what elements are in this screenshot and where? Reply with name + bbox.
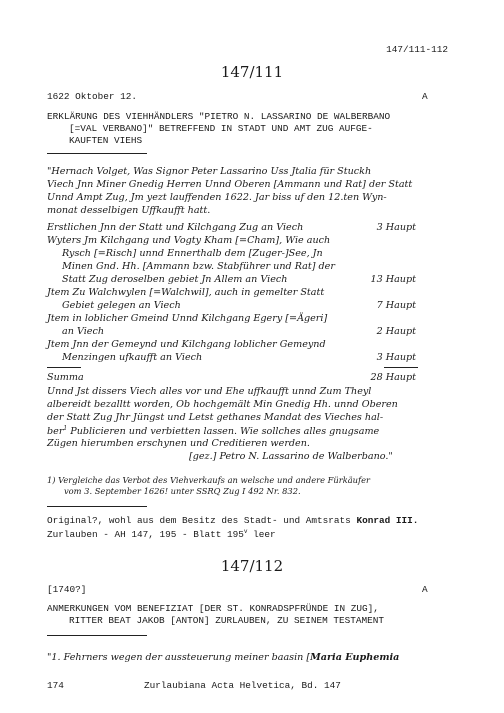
document-title-line: RITTER BEAT JAKOB [ANTON] ZURLAUBEN, ZU SEINEM TESTAMENT <box>69 615 385 626</box>
transcription-line: Unnd Ampt Zug, Jm yezt lauffenden 1622. Jar biss uf den 12.ten Wyn- <box>47 192 387 203</box>
item-count: 2 Haupt <box>376 326 416 337</box>
document-type-letter: A <box>422 584 428 595</box>
page-number: 174 <box>47 680 64 691</box>
page-reference: 147/111-112 <box>386 44 448 55</box>
source-note: Zurlauben - AH 147, 195 - Blatt 195$^v$ leer <box>47 528 276 541</box>
footnote-marker: 1 <box>63 425 68 432</box>
document-number: 147/112 <box>220 557 284 575</box>
transcription-line: Zügen hierumben erschynen und Creditieren werden. <box>47 438 310 449</box>
document-title-line: ERKLÄRUNG DES VIEHHÄNDLERS "PIETRO N. LASSARINO DE WALBERBANO <box>47 111 391 122</box>
item-count: 3 Haupt <box>376 222 416 233</box>
item-line: Jtem in loblicher Gmeind Unnd Kilchgang Egery [=Ägeri] <box>47 313 328 324</box>
transcription-line: albereidt bezalltt worden, Ob hochgemält Min Gnedig Hh. unnd Oberen <box>47 399 398 410</box>
document-type-letter: A <box>422 91 428 102</box>
item-line: Jtem Zu Walchwylen [=Walchwil], auch in gemelter Statt <box>47 287 325 298</box>
item-count: 13 Haupt <box>370 274 416 285</box>
document-title-line: [=VAL VERBANO]" BETREFFEND IN STADT UND AMT ZUG AUFGE- <box>69 123 373 134</box>
item-count: 3 Haupt <box>376 352 416 363</box>
section-divider <box>47 506 147 507</box>
document-date: 1622 Oktober 12. <box>47 91 138 102</box>
transcription-line: Unnd Jst dissers Viech alles vor und Ehe uffkaufft unnd Zum Theyl <box>47 386 372 397</box>
item-line: Rysch [=Risch] unnd Ennerthalb dem [Zuger-]See, Jn <box>62 248 323 259</box>
summa-value: 28 Haupt <box>370 372 416 383</box>
footnote-line: vom 3. September 1626! unter SSRQ Zug I 492 Nr. 832. <box>64 486 301 496</box>
signature: [gez.] Petro N. Lassarino de Walberbano." <box>189 451 393 462</box>
transcription-line: monat desselbigen Uffkaufft hatt. <box>47 205 211 216</box>
section-divider <box>47 153 147 154</box>
document-number: 147/111 <box>220 63 284 81</box>
journal-title: Zurlaubiana Acta Helvetica, Bd. 147 <box>144 680 341 691</box>
transcription-line: "Hernach Volget, Was Signor Peter Lassarino Uss Jtalia für Stuckh <box>47 166 372 177</box>
source-note: Original?, wohl aus dem Besitz des Stadt- und Amtsrats Konrad III. <box>47 515 419 526</box>
item-line: Erstlichen Jnn der Statt und Kilchgang Zug an Viech <box>47 222 304 233</box>
sum-rule-right <box>384 367 418 368</box>
item-line: Statt Zug deroselben gebiet Jn Allem an Viech <box>62 274 288 285</box>
item-line: Wyters Jm Kilchgang und Vogty Kham [=Cham], Wie auch <box>47 235 331 246</box>
item-count: 7 Haupt <box>376 300 416 311</box>
item-line: an Viech <box>62 326 105 337</box>
summa-label: Summa <box>47 372 84 383</box>
transcription-line: der Statt Zug Jhr Jüngst und Letst gethanes Mandat des Vieches hal- <box>47 412 384 423</box>
footnote-line: 1) Vergleiche das Verbot des Viehverkaufs an welsche und andere Fürkäufer <box>47 475 370 485</box>
transcription-line: Viech Jnn Miner Gnedig Herren Unnd Oberen [Ammann und Rat] der Statt <box>47 179 413 190</box>
sum-rule-left <box>47 367 81 368</box>
document-title-line: KAUFTEN VIEHS <box>69 135 143 146</box>
transcription-line: ber$^1$ Publicieren und verbietten lassen. Wie sollches alles gnugsame <box>47 425 380 438</box>
document-title-line: ANMERKUNGEN VOM BENEFIZIAT [DER ST. KONRADSPFRÜNDE IN ZUG], <box>47 603 379 614</box>
section-divider <box>47 635 147 636</box>
document-date: [1740?] <box>47 584 87 595</box>
item-line: Jtem Jnn der Gemeynd und Kilchgang loblicher Gemeynd <box>47 339 326 350</box>
item-line: Gebiet gelegen an Viech <box>62 300 181 311</box>
item-line: Minen Gnd. Hh. [Ammann bzw. Stabführer und Rat] der <box>62 261 335 272</box>
item-line: Menzingen ufkaufft an Viech <box>62 352 203 363</box>
transcription-line: "1. Fehrners wegen der aussteuerung meiner baasin [Maria Euphemia <box>47 652 400 663</box>
